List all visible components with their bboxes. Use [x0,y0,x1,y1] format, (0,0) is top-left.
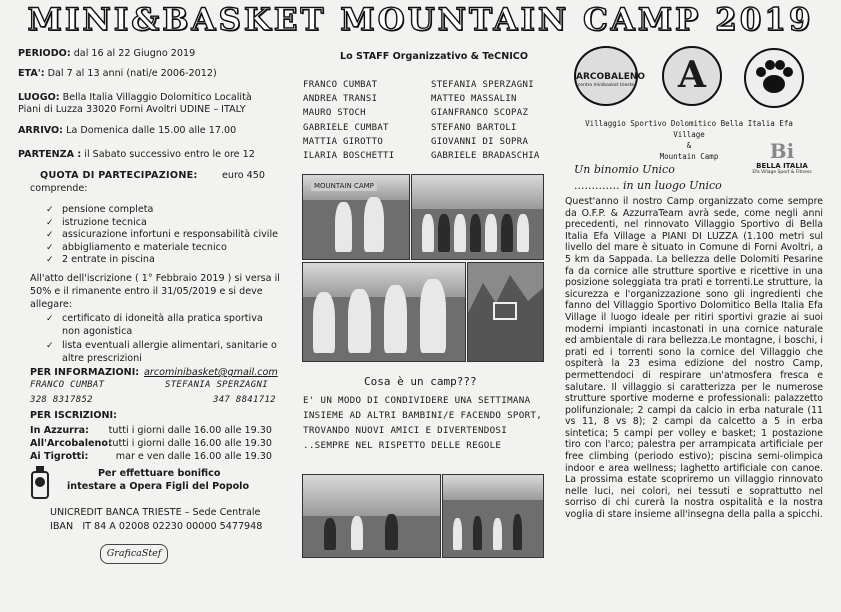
photo-figure [438,214,450,252]
luogo-label: LUOGO: [18,92,60,103]
iban-label: IBAN [50,521,74,532]
iban-line [50,521,262,533]
iscrizioni-label: PER ISCRIZIONI: [30,410,117,421]
contact1-name: FRANCO CUMBAT [30,380,105,390]
photo-figure [501,214,513,252]
page-title: MINI&BASKET MOUNTAIN CAMP 2019 [27,2,814,38]
luogo-line1: Bella Italia Villaggio Dolomitico Località [62,92,252,103]
photo-figure [454,214,466,252]
arcobaleno-logo [574,46,646,106]
photo-figure [473,516,482,550]
photo-staff-banner [302,174,410,260]
azzurra-logo [662,46,722,106]
quota-item: ✓ abbigliamento e materiale tecnico [40,242,278,255]
staff-member: FRANCO CUMBAT [303,80,378,90]
village-line1: Villaggio Sportivo Dolomitico Bella Italia Efa Village [585,119,793,139]
staff-col-1 [303,78,395,163]
staff-member: GIANFRANCO SCOPAZ [431,108,529,119]
camp-line: E' UN MODO DI CONDIVIDERE UNA SETTIMANA [303,395,531,406]
photo-figure [348,289,371,354]
photo-figure [324,518,336,551]
camp-description [303,393,542,453]
partenza-value: il Sabato successivo entro le ore 12 [84,149,255,160]
photo-figure [422,214,434,252]
quota-item: ✓ pensione completa [40,204,278,217]
photo-kids [442,474,544,558]
arcobaleno-logo-text: ARCOBALENO [576,72,646,82]
bella-italia-sub: Efa Village Sport & Fitness [752,170,812,175]
iscrizioni-table [30,424,272,463]
camp-line: INSIEME AD ALTRI BAMBINI/E FACENDO SPORT, [303,410,543,421]
luogo-unico: ............. in un luogo Unico [574,179,722,192]
photo-group [411,174,544,260]
iscrizioni-when: tutti i giorni dalle 16.00 alle 19.30 [108,425,272,436]
photo-basket-game [302,474,441,558]
eta-line [18,68,217,80]
photo-figure [470,214,482,252]
bonifico-line1: Per effettuare bonifico [98,468,221,479]
photo-mountains [467,262,544,362]
allegato-item: ✓ lista eventuali allergie alimentari, sanitarie o altre prescrizioni [40,340,280,365]
periodo-value: dal 16 al 22 Giugno 2019 [73,48,196,59]
iscrizioni-when: tutti i giorni dalle 16.00 alle 19.30 [108,438,272,449]
arrivo-line [18,125,236,137]
binomio-unico: Un binomio Unico [574,163,675,176]
staff-member: GABRIELE BRADASCHIA [431,151,540,162]
photo-coaches [302,262,466,362]
eta-value: Dal 7 al 13 anni (nati/e 2006-2012) [47,68,217,79]
camp-line: ..SEMPRE NEL RISPETTO DELLE REGOLE [303,440,502,451]
photo-figure [335,202,352,252]
iscrizioni-when: mar e ven dalle 16.00 alle 19.30 [115,451,272,462]
staff-member: STEFANIA SPERZAGNI [431,80,534,90]
tigrotti-paw-icon [744,48,804,108]
iscrizioni-row [30,437,272,450]
allegato-item: ✓ certificato di idoneità alla pratica sportiva non agonistica [40,313,280,338]
bonifico-line2: intestare a Opera Figli del Popolo [67,481,250,492]
bella-italia-mark: Bi [769,139,795,163]
staff-heading: Lo STAFF Organizzativo & TeCNICO [340,51,528,62]
photo-figure [385,514,397,550]
camp-line: TROVANDO NUOVI AMICI E DIVERTENDOSI [303,425,508,436]
contact2-name: STEFANIA SPERZAGNI [165,380,268,390]
camp-description-paragraph: Quest'anno il nostro Camp organizzato come sempre da O.F.P. & AzzurraTeam avrà sede, come negli anni precedenti, nel rinnovato Villaggio Sportivo di Bella Italia Efa Village a PIANI DI LUZZA (1.100 metri sul livello del mare è situato in Comune di Forni Avoltri, a 5 km da Sappada. La bellezza delle Dolomiti Pesarine fa da cornice alle strutture sportive e ricettive in una posizione soleggiata tra prati e torrenti.Le strutture, la sicurezza e l'organizzazione sono gli ingredienti che fanno del Villaggio Sportivo Dolomitico Bella Italia Efa Village il luogo ideale per ritiri sportivi grazie ai suoi moderni impianti incastonati in una cornice naturale ed ambientale di rara bellezza.Le montagne, i boschi, i prati ed i torrenti sono la cornice del Villaggio che ospiterà la 23 esima edizione del nostro Camp, permettendoci di respirare un'atmosfera fresca e salutare. Il villaggio si caratterizza per le numerose strutture sportive moderne e professionali: palazzetto polifunzionale; 2 campi da calcio in erba naturale (11 vs 11, 8 vs 8); 2 campi da calcetto a 5 in erba sintetica; 5 campi per volley e basket; 1 postazione tiro con l'arco; palestra per arrampicata artificiale per free climbing (periodo estivo); piscina semi-olimpica indoor e area wellness; laghetto artificiale con canoe. La prossima estate scopriremo un villaggio rinnovato nelle luci, nei colori, nei tessuti e soprattutto nel sorriso di chi curerà la nostra ospitalità e la nostra voglia di stare insieme all'insegna della palla a spicchi. [565,196,823,521]
quota-item: ✓ istruzione tecnica [40,217,278,230]
photo-figure [313,292,336,353]
allegati-list [40,313,280,365]
quota-item: ✓ assicurazione infortuni e responsabilità civile [40,229,278,242]
photo-figure [493,518,502,551]
info-label: PER INFORMAZIONI: [30,367,140,378]
periodo-label: PERIODO: [18,48,71,59]
quota-label: QUOTA DI PARTECIPAZIONE: [40,170,198,181]
quota-comprende: comprende: [30,183,88,194]
photo-sky [443,475,543,500]
luogo-line2: Piani di Luzza 33020 Forni Avoltri UDINE – ITALY [18,104,246,115]
staff-member: ANDREA TRANSI [303,94,378,105]
iscrizioni-row [30,424,272,437]
bella-italia-name: BELLA ITALIA [756,162,808,170]
iscrizioni-where: In Azzurra: [30,425,89,436]
photo-figure [420,279,446,353]
arrivo-value: La Domenica dalle 15.00 alle 17.00 [66,125,237,136]
staff-member: STEFANO BARTOLI [431,122,517,133]
signature-stamp: GraficaStef [100,544,168,564]
iban-value: IT 84 A 02008 02230 00000 5477948 [82,521,263,532]
bella-italia-logo [752,140,812,188]
staff-member: ILARIA BOSCHETTI [303,151,395,162]
iscrizioni-where: All'Arcobaleno: [30,438,112,449]
photo-sky [303,475,440,516]
arrivo-label: ARRIVO: [18,125,64,136]
bank-name: UNICREDIT BANCA TRIESTE – Sede Centrale [50,507,261,518]
photo-banner-text: MOUNTAIN CAMP [311,181,377,191]
staff-member: MATTEO MASSALIN [431,94,517,105]
iscrizione-line-3: allegare: [30,299,72,310]
quota-amount: euro 450 [222,170,265,181]
staff-member: GABRIELE CUMBAT [303,122,389,133]
iscrizione-line-2: 50% e il rimanente entro il 31/05/2019 e si deve [30,286,263,297]
periodo-line [18,48,195,60]
partenza-line [18,149,255,161]
info-email[interactable]: arcominibasket@gmail.com [144,367,278,378]
opera-logo-icon [30,466,50,500]
photo-figure [364,197,383,252]
village-line2: Mountain Camp [659,152,719,161]
iscrizioni-row [30,450,272,463]
photo-figure [384,285,407,354]
quota-items-list [40,204,278,267]
iscrizioni-where: Ai Tigrotti: [30,451,89,462]
staff-member: MAURO STOCH [303,108,366,119]
photo-figure [513,514,522,550]
contact1-phone: 328 8317852 [30,395,93,405]
staff-col-2 [431,78,540,163]
photo-figure [517,214,529,252]
iscrizione-line-1: All'atto dell'iscrizione ( 1° Febbraio 2019 ) si versa il [30,273,280,284]
arcobaleno-logo-sub: centro minibasket trieste [577,83,635,88]
staff-member: GIOVANNI DI SOPRA [431,136,529,147]
azzurra-logo-letter: A [678,54,706,96]
partenza-label: PARTENZA : [18,149,82,160]
staff-member: MATTIA GIROTTO [303,136,384,147]
photo-figure [485,214,497,252]
photo-figure [351,516,363,550]
quota-item: ✓ 2 entrate in piscina [40,254,278,267]
luogo-line [18,92,252,104]
eta-label: ETA': [18,68,45,79]
photo-figure [453,518,462,551]
contact2-phone: 347 8841712 [213,395,276,405]
village-amp: & [686,141,692,150]
photo-sky [412,175,543,209]
camp-question: Cosa è un camp??? [364,375,477,388]
